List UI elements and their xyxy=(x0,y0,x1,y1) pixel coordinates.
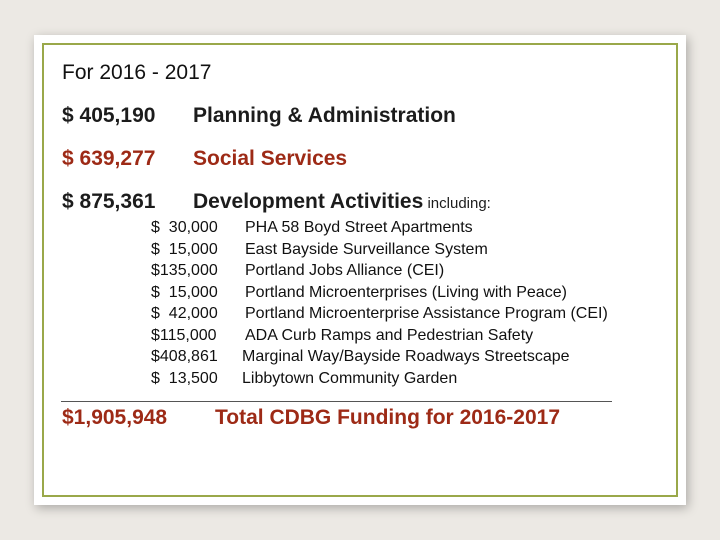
item-description: Portland Microenterprise Assistance Program (CEI) xyxy=(245,305,608,322)
item-amount: $408,861 xyxy=(151,348,218,365)
item-description: Portland Microenterprises (Living with Peace) xyxy=(245,283,567,301)
total-amount: $1,905,948 xyxy=(62,406,168,429)
item-description: Libbytown Community Garden xyxy=(242,369,458,387)
item-description: PHA 58 Boyd Street Apartments xyxy=(245,219,473,236)
item-amount: $ 15,000 xyxy=(151,283,218,301)
fiscal-year-heading: For 2016 - 2017 xyxy=(62,61,212,84)
including-note: including: xyxy=(423,195,491,212)
item-description: East Bayside Surveillance System xyxy=(245,240,488,258)
item-amount: $ 42,000 xyxy=(151,305,218,322)
summary-label: Social Services xyxy=(193,147,348,170)
item-amount: $135,000 xyxy=(151,262,218,279)
summary-label-wrap xyxy=(193,190,491,214)
total-divider xyxy=(61,401,612,402)
item-amount: $ 30,000 xyxy=(151,219,218,236)
summary-label: Development Activities xyxy=(193,190,424,213)
summary-amount: $ 639,277 xyxy=(62,147,156,170)
item-description: ADA Curb Ramps and Pedestrian Safety xyxy=(245,326,534,344)
item-amount: $ 15,000 xyxy=(151,240,218,258)
item-amount: $115,000 xyxy=(151,326,217,344)
total-label: Total CDBG Funding for 2016-2017 xyxy=(215,406,560,429)
item-description: Portland Jobs Alliance (CEI) xyxy=(245,262,445,279)
summary-amount: $ 405,190 xyxy=(62,104,156,127)
item-amount: $ 13,500 xyxy=(151,369,218,387)
summary-amount: $ 875,361 xyxy=(62,190,156,213)
item-description: Marginal Way/Bayside Roadways Streetscape xyxy=(242,348,570,365)
summary-label: Planning & Administration xyxy=(193,104,456,127)
